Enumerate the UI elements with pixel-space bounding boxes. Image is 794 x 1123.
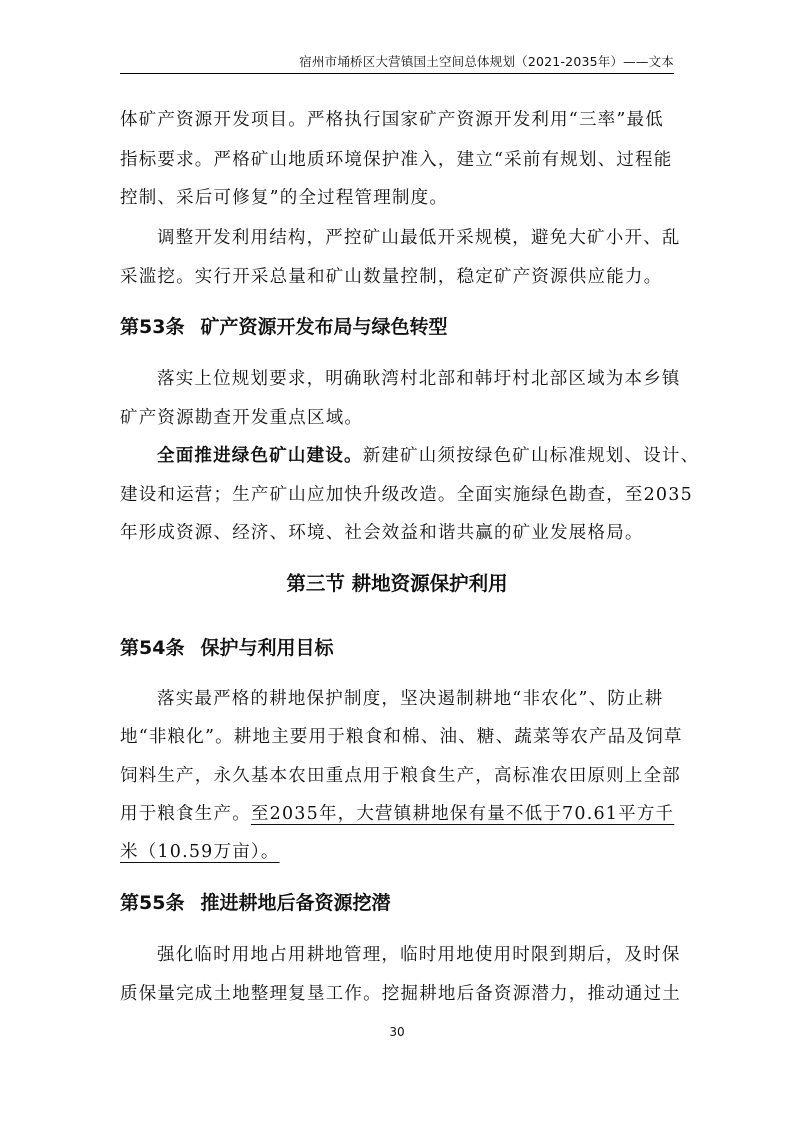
green-mine-lead: 全面推进绿色矿山建设。: [157, 446, 363, 466]
art53-p2-line-1: [120, 442, 700, 467]
intro-line-2: 指标要求。严格矿山地质环境保护准入，建立“采前有规划、过程能: [120, 150, 673, 170]
art53-p1-line-1: 落实上位规划要求，明确耿湾村北部和韩圩村北部区域为本乡镇: [157, 369, 681, 389]
art53-p1-line-2: 矿产资源勘查开发重点区域。: [120, 408, 364, 428]
running-header: 宿州市埇桥区大营镇国土空间总体规划（2021-2035年）——文本: [299, 54, 674, 69]
art53-p2-line-3: 年形成资源、经济、环境、社会效益和谐共赢的矿业发展格局。: [120, 523, 644, 543]
art55-line-1: 强化临时用地占用耕地管理，临时用地使用时限到期后，及时保: [157, 945, 681, 965]
article-53-heading: [120, 312, 447, 339]
article-53-number: 第53条: [120, 316, 185, 338]
article-55-heading: [120, 888, 390, 915]
header-rule: [120, 73, 674, 74]
art54-line-5: [120, 838, 674, 863]
section-3-title: 第三节 耕地资源保护利用: [286, 572, 508, 595]
intro-line-3: 控制、采后可修复”的全过程管理制度。: [120, 188, 449, 208]
arable-target-part-2: 米（10.59万亩）。: [120, 842, 280, 862]
art54-line-2: 地“非粮化”。耕地主要用于粮食和棉、油、糖、蔬菜等农产品及饲草: [120, 727, 683, 747]
art54-line-4-plain: 用于粮食生产。: [120, 804, 251, 824]
green-mine-rest: 新建矿山须按绿色矿山标准规划、设计、: [362, 446, 700, 466]
art53-p2-line-2: 建设和运营；生产矿山应加快升级改造。全面实施绿色勘查，至2035: [120, 485, 693, 505]
article-55-title: 推进耕地后备资源挖潜: [200, 892, 391, 914]
art55-line-2: 质保量完成土地整理复垦工作。挖掘耕地后备资源潜力，推动通过土: [120, 984, 681, 1004]
art54-line-3: 饲料生产，永久基本农田重点用于粮食生产，高标准农田原则上全部: [120, 766, 681, 786]
art54-line-4: [120, 800, 674, 825]
adjust-line-1: 调整开发利用结构，严控矿山最低开采规模，避免大矿小开、乱: [157, 228, 681, 248]
article-54-number: 第54条: [120, 637, 185, 659]
article-53-title: 矿产资源开发布局与绿色转型: [200, 316, 448, 338]
article-54-title: 保护与利用目标: [200, 637, 334, 659]
adjust-line-2: 采滥挖。实行开采总量和矿山数量控制，稳定矿产资源供应能力。: [120, 267, 663, 287]
article-54-heading: [120, 633, 333, 660]
arable-target-part-1: 至2035年，大营镇耕地保有量不低于70.61平方千: [250, 804, 675, 824]
art54-line-1: 落实最严格的耕地保护制度，坚决遏制耕地“非农化”、防止耕: [157, 689, 664, 709]
page-number: 30: [389, 1025, 405, 1039]
intro-line-1: 体矿产资源开发项目。严格执行国家矿产资源开发利用“三率”最低: [120, 110, 664, 130]
article-55-number: 第55条: [120, 892, 185, 914]
